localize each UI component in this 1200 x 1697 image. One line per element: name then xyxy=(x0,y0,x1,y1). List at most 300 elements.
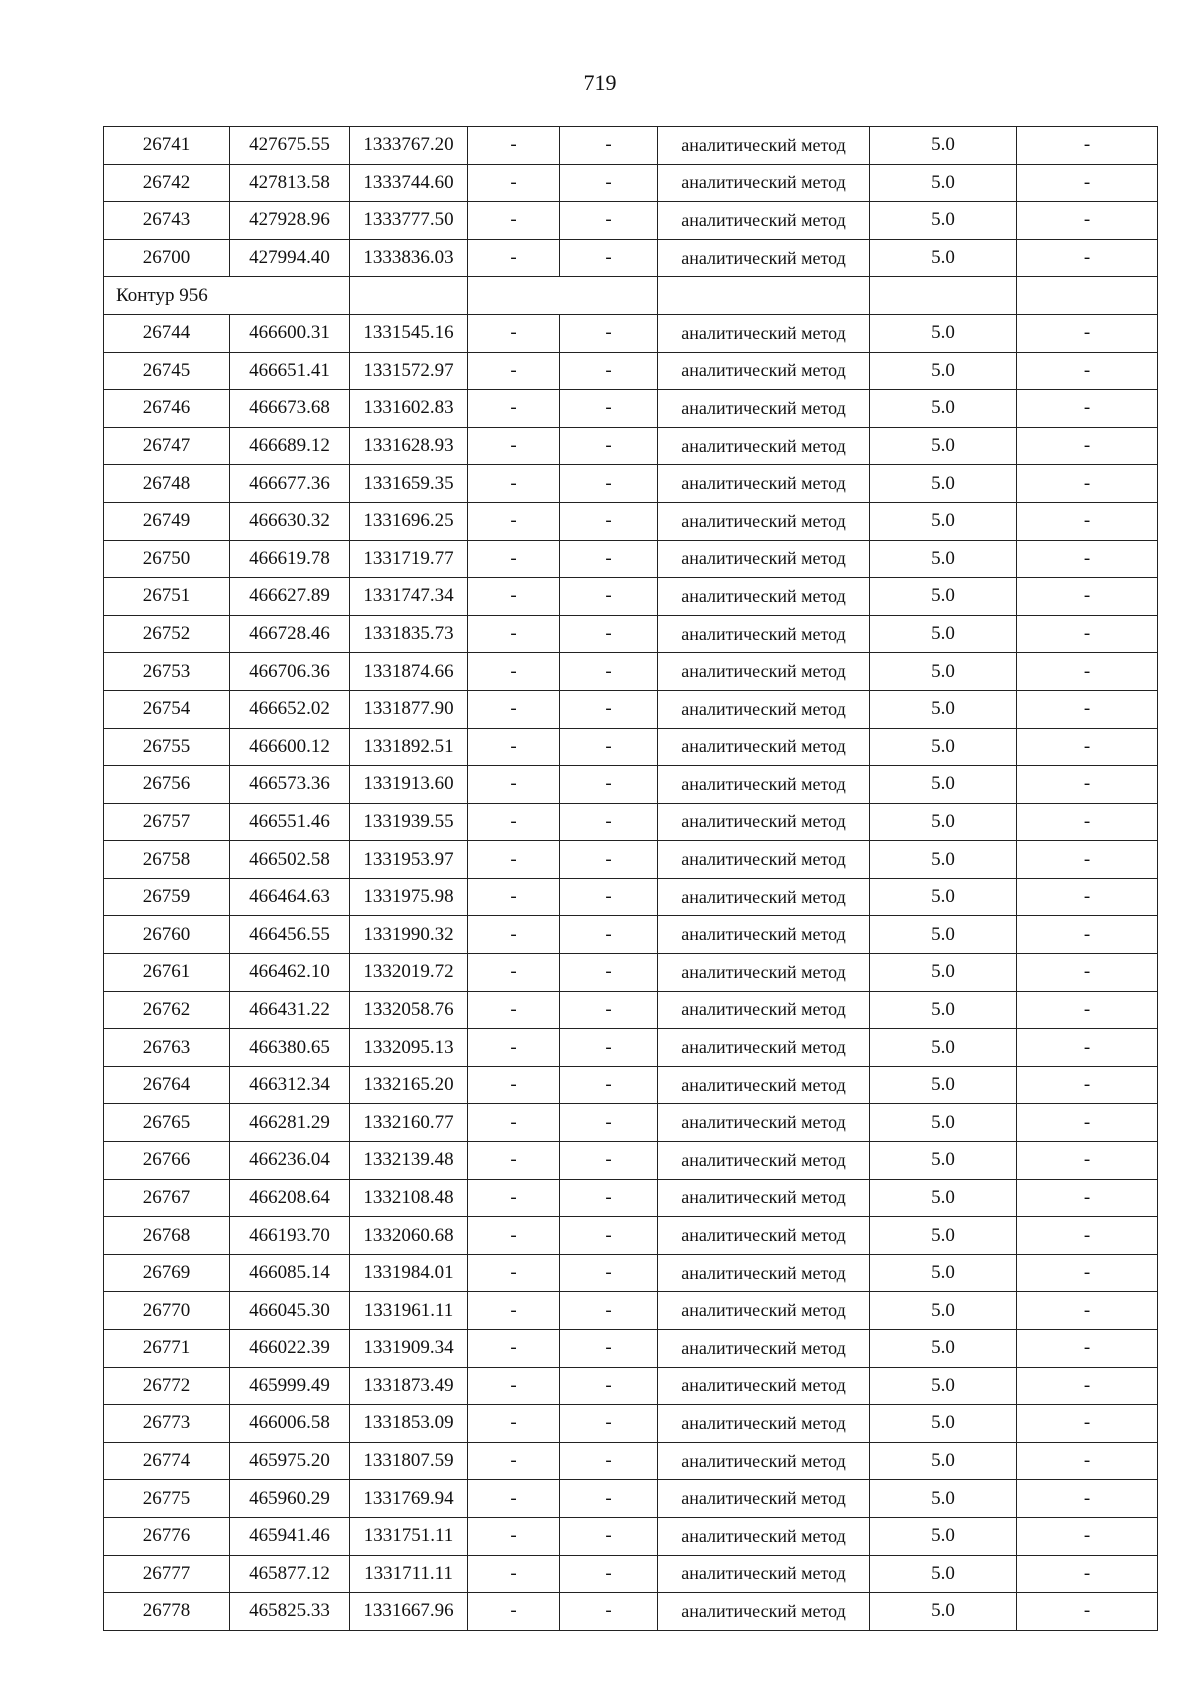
description-cell: - xyxy=(1017,1593,1158,1631)
dash-cell-a: - xyxy=(468,1593,560,1631)
x-coordinate-cell: 466728.46 xyxy=(230,615,350,653)
x-coordinate-cell: 465941.46 xyxy=(230,1517,350,1555)
point-number-cell: 26748 xyxy=(104,465,230,503)
y-coordinate-cell: 1331909.34 xyxy=(350,1330,468,1368)
description-cell: - xyxy=(1017,1517,1158,1555)
method-cell: аналитический метод xyxy=(658,1104,870,1142)
table-row xyxy=(104,803,1158,841)
y-coordinate-cell: 1331853.09 xyxy=(350,1405,468,1443)
point-number-cell: 26746 xyxy=(104,390,230,428)
dash-cell-b: - xyxy=(560,1254,658,1292)
point-number-cell: 26761 xyxy=(104,954,230,992)
y-coordinate-cell: 1333767.20 xyxy=(350,127,468,165)
table-row xyxy=(104,127,1158,165)
method-cell: аналитический метод xyxy=(658,352,870,390)
x-coordinate-cell: 466236.04 xyxy=(230,1142,350,1180)
y-coordinate-cell: 1332160.77 xyxy=(350,1104,468,1142)
description-cell: - xyxy=(1017,1104,1158,1142)
table-row xyxy=(104,427,1158,465)
dash-cell-a: - xyxy=(468,1442,560,1480)
point-number-cell: 26762 xyxy=(104,991,230,1029)
table-row xyxy=(104,1593,1158,1631)
dash-cell-b: - xyxy=(560,954,658,992)
table-row xyxy=(104,239,1158,277)
x-coordinate-cell: 466600.31 xyxy=(230,314,350,352)
method-cell: аналитический метод xyxy=(658,127,870,165)
method-cell: аналитический метод xyxy=(658,1367,870,1405)
description-cell: - xyxy=(1017,427,1158,465)
point-number-cell: 26756 xyxy=(104,766,230,804)
dash-cell-b: - xyxy=(560,690,658,728)
dash-cell-a: - xyxy=(468,1179,560,1217)
dash-cell-a: - xyxy=(468,1104,560,1142)
method-cell: аналитический метод xyxy=(658,954,870,992)
empty-cell xyxy=(468,277,658,315)
x-coordinate-cell: 466619.78 xyxy=(230,540,350,578)
table-row xyxy=(104,878,1158,916)
x-coordinate-cell: 466677.36 xyxy=(230,465,350,503)
point-number-cell: 26741 xyxy=(104,127,230,165)
description-cell: - xyxy=(1017,1142,1158,1180)
method-cell: аналитический метод xyxy=(658,578,870,616)
point-number-cell: 26763 xyxy=(104,1029,230,1067)
accuracy-cell: 5.0 xyxy=(870,1405,1017,1443)
accuracy-cell: 5.0 xyxy=(870,1066,1017,1104)
description-cell: - xyxy=(1017,578,1158,616)
method-cell: аналитический метод xyxy=(658,803,870,841)
dash-cell-b: - xyxy=(560,314,658,352)
x-coordinate-cell: 466022.39 xyxy=(230,1330,350,1368)
dash-cell-a: - xyxy=(468,540,560,578)
dash-cell-b: - xyxy=(560,803,658,841)
y-coordinate-cell: 1331659.35 xyxy=(350,465,468,503)
point-number-cell: 26775 xyxy=(104,1480,230,1518)
method-cell: аналитический метод xyxy=(658,1066,870,1104)
dash-cell-b: - xyxy=(560,615,658,653)
accuracy-cell: 5.0 xyxy=(870,465,1017,503)
table-row xyxy=(104,1442,1158,1480)
x-coordinate-cell: 466085.14 xyxy=(230,1254,350,1292)
point-number-cell: 26770 xyxy=(104,1292,230,1330)
dash-cell-b: - xyxy=(560,127,658,165)
method-cell: аналитический метод xyxy=(658,1593,870,1631)
dash-cell-b: - xyxy=(560,202,658,240)
description-cell: - xyxy=(1017,465,1158,503)
dash-cell-a: - xyxy=(468,202,560,240)
x-coordinate-cell: 465960.29 xyxy=(230,1480,350,1518)
dash-cell-a: - xyxy=(468,1555,560,1593)
dash-cell-a: - xyxy=(468,1142,560,1180)
page-number: 719 xyxy=(583,70,617,95)
table-row xyxy=(104,1142,1158,1180)
x-coordinate-cell: 466193.70 xyxy=(230,1217,350,1255)
table-row xyxy=(104,578,1158,616)
method-cell: аналитический метод xyxy=(658,1405,870,1443)
table-row xyxy=(104,164,1158,202)
description-cell: - xyxy=(1017,202,1158,240)
dash-cell-a: - xyxy=(468,991,560,1029)
description-cell: - xyxy=(1017,314,1158,352)
description-cell: - xyxy=(1017,1405,1158,1443)
accuracy-cell: 5.0 xyxy=(870,390,1017,428)
method-cell: аналитический метод xyxy=(658,916,870,954)
y-coordinate-cell: 1331602.83 xyxy=(350,390,468,428)
accuracy-cell: 5.0 xyxy=(870,766,1017,804)
x-coordinate-cell: 466006.58 xyxy=(230,1405,350,1443)
point-number-cell: 26774 xyxy=(104,1442,230,1480)
point-number-cell: 26771 xyxy=(104,1330,230,1368)
dash-cell-b: - xyxy=(560,1066,658,1104)
accuracy-cell: 5.0 xyxy=(870,1104,1017,1142)
x-coordinate-cell: 427994.40 xyxy=(230,239,350,277)
y-coordinate-cell: 1331990.32 xyxy=(350,916,468,954)
x-coordinate-cell: 465999.49 xyxy=(230,1367,350,1405)
description-cell: - xyxy=(1017,954,1158,992)
dash-cell-a: - xyxy=(468,954,560,992)
table-row xyxy=(104,1292,1158,1330)
dash-cell-b: - xyxy=(560,1179,658,1217)
accuracy-cell: 5.0 xyxy=(870,578,1017,616)
point-number-cell: 26777 xyxy=(104,1555,230,1593)
dash-cell-a: - xyxy=(468,728,560,766)
dash-cell-a: - xyxy=(468,314,560,352)
x-coordinate-cell: 466380.65 xyxy=(230,1029,350,1067)
dash-cell-a: - xyxy=(468,1254,560,1292)
table-row xyxy=(104,1179,1158,1217)
method-cell: аналитический метод xyxy=(658,239,870,277)
y-coordinate-cell: 1331667.96 xyxy=(350,1593,468,1631)
dash-cell-b: - xyxy=(560,390,658,428)
table-row xyxy=(104,916,1158,954)
x-coordinate-cell: 466551.46 xyxy=(230,803,350,841)
x-coordinate-cell: 466208.64 xyxy=(230,1179,350,1217)
method-cell: аналитический метод xyxy=(658,1330,870,1368)
dash-cell-b: - xyxy=(560,1480,658,1518)
dash-cell-a: - xyxy=(468,127,560,165)
dash-cell-a: - xyxy=(468,465,560,503)
method-cell: аналитический метод xyxy=(658,502,870,540)
point-number-cell: 26764 xyxy=(104,1066,230,1104)
point-number-cell: 26742 xyxy=(104,164,230,202)
table-row xyxy=(104,502,1158,540)
accuracy-cell: 5.0 xyxy=(870,803,1017,841)
x-coordinate-cell: 466045.30 xyxy=(230,1292,350,1330)
point-number-cell: 26759 xyxy=(104,878,230,916)
dash-cell-a: - xyxy=(468,1405,560,1443)
point-number-cell: 26772 xyxy=(104,1367,230,1405)
x-coordinate-cell: 466651.41 xyxy=(230,352,350,390)
table-row xyxy=(104,540,1158,578)
table-row xyxy=(104,202,1158,240)
table-row xyxy=(104,1104,1158,1142)
table-row xyxy=(104,390,1158,428)
table-row xyxy=(104,314,1158,352)
y-coordinate-cell: 1332095.13 xyxy=(350,1029,468,1067)
x-coordinate-cell: 466689.12 xyxy=(230,427,350,465)
y-coordinate-cell: 1331751.11 xyxy=(350,1517,468,1555)
description-cell: - xyxy=(1017,878,1158,916)
y-coordinate-cell: 1331984.01 xyxy=(350,1254,468,1292)
dash-cell-b: - xyxy=(560,540,658,578)
point-number-cell: 26747 xyxy=(104,427,230,465)
x-coordinate-cell: 466673.68 xyxy=(230,390,350,428)
x-coordinate-cell: 465825.33 xyxy=(230,1593,350,1631)
x-coordinate-cell: 465877.12 xyxy=(230,1555,350,1593)
dash-cell-b: - xyxy=(560,766,658,804)
accuracy-cell: 5.0 xyxy=(870,540,1017,578)
dash-cell-b: - xyxy=(560,1292,658,1330)
dash-cell-b: - xyxy=(560,1104,658,1142)
accuracy-cell: 5.0 xyxy=(870,1217,1017,1255)
point-number-cell: 26745 xyxy=(104,352,230,390)
x-coordinate-cell: 466464.63 xyxy=(230,878,350,916)
point-number-cell: 26776 xyxy=(104,1517,230,1555)
table-row xyxy=(104,1480,1158,1518)
y-coordinate-cell: 1333836.03 xyxy=(350,239,468,277)
coordinates-table xyxy=(103,126,1158,1631)
point-number-cell: 26758 xyxy=(104,841,230,879)
empty-cell xyxy=(1017,277,1158,315)
accuracy-cell: 5.0 xyxy=(870,1179,1017,1217)
dash-cell-b: - xyxy=(560,878,658,916)
description-cell: - xyxy=(1017,991,1158,1029)
dash-cell-a: - xyxy=(468,841,560,879)
point-number-cell: 26744 xyxy=(104,314,230,352)
method-cell: аналитический метод xyxy=(658,427,870,465)
description-cell: - xyxy=(1017,1029,1158,1067)
y-coordinate-cell: 1332108.48 xyxy=(350,1179,468,1217)
y-coordinate-cell: 1331975.98 xyxy=(350,878,468,916)
dash-cell-b: - xyxy=(560,1029,658,1067)
accuracy-cell: 5.0 xyxy=(870,239,1017,277)
table-row xyxy=(104,1330,1158,1368)
y-coordinate-cell: 1333744.60 xyxy=(350,164,468,202)
x-coordinate-cell: 466627.89 xyxy=(230,578,350,616)
accuracy-cell: 5.0 xyxy=(870,1254,1017,1292)
description-cell: - xyxy=(1017,916,1158,954)
accuracy-cell: 5.0 xyxy=(870,615,1017,653)
dash-cell-b: - xyxy=(560,916,658,954)
dash-cell-b: - xyxy=(560,427,658,465)
description-cell: - xyxy=(1017,1555,1158,1593)
accuracy-cell: 5.0 xyxy=(870,1555,1017,1593)
y-coordinate-cell: 1331835.73 xyxy=(350,615,468,653)
table-row xyxy=(104,1555,1158,1593)
method-cell: аналитический метод xyxy=(658,1254,870,1292)
description-cell: - xyxy=(1017,1066,1158,1104)
x-coordinate-cell: 466312.34 xyxy=(230,1066,350,1104)
y-coordinate-cell: 1331939.55 xyxy=(350,803,468,841)
accuracy-cell: 5.0 xyxy=(870,991,1017,1029)
description-cell: - xyxy=(1017,1330,1158,1368)
description-cell: - xyxy=(1017,615,1158,653)
accuracy-cell: 5.0 xyxy=(870,1480,1017,1518)
accuracy-cell: 5.0 xyxy=(870,164,1017,202)
x-coordinate-cell: 466706.36 xyxy=(230,653,350,691)
x-coordinate-cell: 427675.55 xyxy=(230,127,350,165)
table-row xyxy=(104,1254,1158,1292)
dash-cell-a: - xyxy=(468,653,560,691)
description-cell: - xyxy=(1017,1217,1158,1255)
point-number-cell: 26766 xyxy=(104,1142,230,1180)
point-number-cell: 26778 xyxy=(104,1593,230,1631)
accuracy-cell: 5.0 xyxy=(870,1330,1017,1368)
accuracy-cell: 5.0 xyxy=(870,127,1017,165)
table-row xyxy=(104,1029,1158,1067)
method-cell: аналитический метод xyxy=(658,1292,870,1330)
x-coordinate-cell: 466431.22 xyxy=(230,991,350,1029)
x-coordinate-cell: 466600.12 xyxy=(230,728,350,766)
point-number-cell: 26769 xyxy=(104,1254,230,1292)
accuracy-cell: 5.0 xyxy=(870,1292,1017,1330)
method-cell: аналитический метод xyxy=(658,390,870,428)
accuracy-cell: 5.0 xyxy=(870,841,1017,879)
dash-cell-b: - xyxy=(560,1367,658,1405)
y-coordinate-cell: 1331961.11 xyxy=(350,1292,468,1330)
dash-cell-b: - xyxy=(560,991,658,1029)
y-coordinate-cell: 1332060.68 xyxy=(350,1217,468,1255)
table-row xyxy=(104,991,1158,1029)
method-cell: аналитический метод xyxy=(658,1555,870,1593)
dash-cell-a: - xyxy=(468,766,560,804)
dash-cell-a: - xyxy=(468,427,560,465)
table-row xyxy=(104,766,1158,804)
dash-cell-b: - xyxy=(560,502,658,540)
x-coordinate-cell: 466456.55 xyxy=(230,916,350,954)
y-coordinate-cell: 1331874.66 xyxy=(350,653,468,691)
point-number-cell: 26768 xyxy=(104,1217,230,1255)
point-number-cell: 26752 xyxy=(104,615,230,653)
accuracy-cell: 5.0 xyxy=(870,314,1017,352)
y-coordinate-cell: 1331807.59 xyxy=(350,1442,468,1480)
dash-cell-a: - xyxy=(468,352,560,390)
dash-cell-b: - xyxy=(560,352,658,390)
dash-cell-b: - xyxy=(560,1142,658,1180)
table-row xyxy=(104,841,1158,879)
y-coordinate-cell: 1331769.94 xyxy=(350,1480,468,1518)
dash-cell-a: - xyxy=(468,916,560,954)
dash-cell-a: - xyxy=(468,390,560,428)
dash-cell-a: - xyxy=(468,1292,560,1330)
point-number-cell: 26773 xyxy=(104,1405,230,1443)
table-row xyxy=(104,1066,1158,1104)
description-cell: - xyxy=(1017,352,1158,390)
accuracy-cell: 5.0 xyxy=(870,728,1017,766)
x-coordinate-cell: 466462.10 xyxy=(230,954,350,992)
description-cell: - xyxy=(1017,1254,1158,1292)
method-cell: аналитический метод xyxy=(658,1442,870,1480)
accuracy-cell: 5.0 xyxy=(870,502,1017,540)
accuracy-cell: 5.0 xyxy=(870,1142,1017,1180)
description-cell: - xyxy=(1017,390,1158,428)
point-number-cell: 26757 xyxy=(104,803,230,841)
x-coordinate-cell: 466281.29 xyxy=(230,1104,350,1142)
y-coordinate-cell: 1331696.25 xyxy=(350,502,468,540)
y-coordinate-cell: 1331572.97 xyxy=(350,352,468,390)
table-row xyxy=(104,728,1158,766)
y-coordinate-cell: 1332165.20 xyxy=(350,1066,468,1104)
dash-cell-a: - xyxy=(468,803,560,841)
point-number-cell: 26755 xyxy=(104,728,230,766)
accuracy-cell: 5.0 xyxy=(870,1442,1017,1480)
point-number-cell: 26767 xyxy=(104,1179,230,1217)
method-cell: аналитический метод xyxy=(658,878,870,916)
method-cell: аналитический метод xyxy=(658,653,870,691)
y-coordinate-cell: 1332019.72 xyxy=(350,954,468,992)
dash-cell-b: - xyxy=(560,1405,658,1443)
y-coordinate-cell: 1332058.76 xyxy=(350,991,468,1029)
point-number-cell: 26743 xyxy=(104,202,230,240)
accuracy-cell: 5.0 xyxy=(870,202,1017,240)
accuracy-cell: 5.0 xyxy=(870,1517,1017,1555)
accuracy-cell: 5.0 xyxy=(870,916,1017,954)
point-number-cell: 26750 xyxy=(104,540,230,578)
dash-cell-a: - xyxy=(468,502,560,540)
table-row xyxy=(104,1217,1158,1255)
accuracy-cell: 5.0 xyxy=(870,954,1017,992)
table-row xyxy=(104,1517,1158,1555)
description-cell: - xyxy=(1017,164,1158,202)
table-row xyxy=(104,1405,1158,1443)
method-cell: аналитический метод xyxy=(658,766,870,804)
point-number-cell: 26700 xyxy=(104,239,230,277)
accuracy-cell: 5.0 xyxy=(870,1029,1017,1067)
description-cell: - xyxy=(1017,1179,1158,1217)
empty-cell xyxy=(870,277,1017,315)
section-label: Контур 956 xyxy=(104,277,350,315)
method-cell: аналитический метод xyxy=(658,1517,870,1555)
method-cell: аналитический метод xyxy=(658,1179,870,1217)
empty-cell xyxy=(658,277,870,315)
accuracy-cell: 5.0 xyxy=(870,427,1017,465)
y-coordinate-cell: 1332139.48 xyxy=(350,1142,468,1180)
dash-cell-b: - xyxy=(560,578,658,616)
y-coordinate-cell: 1331877.90 xyxy=(350,690,468,728)
dash-cell-b: - xyxy=(560,1217,658,1255)
dash-cell-b: - xyxy=(560,164,658,202)
y-coordinate-cell: 1331873.49 xyxy=(350,1367,468,1405)
point-number-cell: 26753 xyxy=(104,653,230,691)
method-cell: аналитический метод xyxy=(658,991,870,1029)
dash-cell-a: - xyxy=(468,1480,560,1518)
description-cell: - xyxy=(1017,1292,1158,1330)
method-cell: аналитический метод xyxy=(658,1480,870,1518)
dash-cell-a: - xyxy=(468,1367,560,1405)
accuracy-cell: 5.0 xyxy=(870,878,1017,916)
method-cell: аналитический метод xyxy=(658,465,870,503)
dash-cell-b: - xyxy=(560,239,658,277)
dash-cell-a: - xyxy=(468,1029,560,1067)
table-row xyxy=(104,690,1158,728)
x-coordinate-cell: 466652.02 xyxy=(230,690,350,728)
dash-cell-a: - xyxy=(468,1217,560,1255)
dash-cell-b: - xyxy=(560,1517,658,1555)
y-coordinate-cell: 1331953.97 xyxy=(350,841,468,879)
table-row xyxy=(104,352,1158,390)
description-cell: - xyxy=(1017,653,1158,691)
dash-cell-b: - xyxy=(560,728,658,766)
y-coordinate-cell: 1333777.50 xyxy=(350,202,468,240)
method-cell: аналитический метод xyxy=(658,314,870,352)
y-coordinate-cell: 1331913.60 xyxy=(350,766,468,804)
section-header-row xyxy=(104,277,1158,315)
point-number-cell: 26751 xyxy=(104,578,230,616)
dash-cell-a: - xyxy=(468,690,560,728)
method-cell: аналитический метод xyxy=(658,690,870,728)
method-cell: аналитический метод xyxy=(658,202,870,240)
method-cell: аналитический метод xyxy=(658,164,870,202)
x-coordinate-cell: 466502.58 xyxy=(230,841,350,879)
